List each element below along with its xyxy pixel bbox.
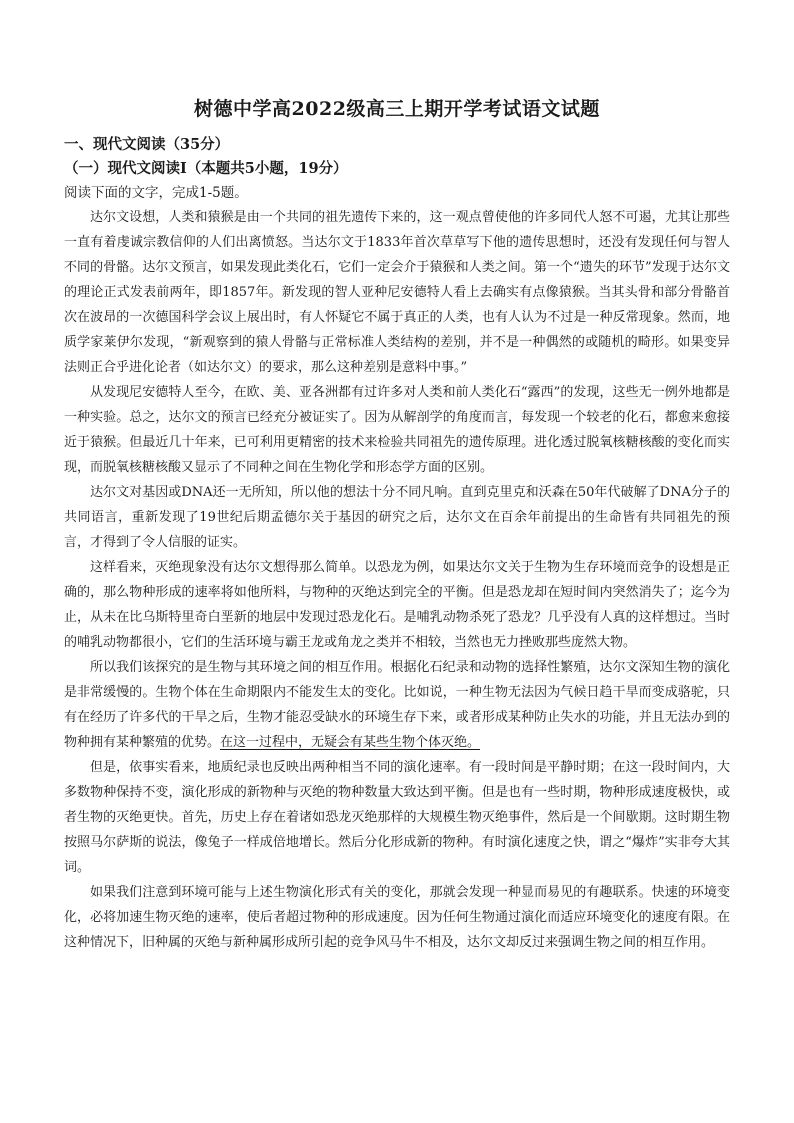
underlined-sentence: 在这一过程中，无疑会有某些生物个体灭绝。 <box>220 735 481 750</box>
paragraph-text: 如果我们注意到环境可能与上述生物演化形式有关的变化，那就会发现一种显而易见的有趣联系。快速的环境变化，必将加速生物灭绝的速率，使后者超过物种的形成速度。因为任何生物通过演化而适应环境变化的速度有限。在这种情况下，旧种属的灭绝与新种属形成所引起的竞争风马牛不相及，达尔文却反过来强调生物之间的相互作用。 <box>64 885 730 950</box>
passage-paragraph <box>64 205 730 380</box>
passage-paragraph <box>64 555 730 655</box>
paragraph-text: 达尔文设想，人类和猿猴是由一个共同的祖先遗传下来的，这一观点曾使他的许多同代人怒不可遏，尤其让那些一直有着虔诚宗教信仰的人们出离愤怒。当达尔文于1833年首次草草写下他的遗传思想时，还没有发现任何与智人不同的骨骼。达尔文预言，如果发现此类化石，它们一定会介于猿猴和人类之间。第一个“遗失的环节”发现于达尔文的理论正式发表前两年，即1857年。新发现的智人亚种尼安德特人看上去确实有点像猿猴。当其头骨和部分骨骼首次在波昂的一次德国科学会议上展出时，有人怀疑它不属于真正的人类，也有人认为不过是一种反常现象。然而，地质学家莱伊尔发现，“新观察到的猿人骨骼与正常标准人类结构的差别，并不是一种偶然的或随机的畸形。如果变异法则正合乎进化论者（如达尔文）的要求，那么这种差别是意料中事。” <box>64 210 730 375</box>
exam-title: 树德中学高2022级高三上期开学考试语文试题 <box>194 98 600 120</box>
passage-paragraph <box>64 380 730 480</box>
passage-paragraph <box>64 655 730 755</box>
paragraph-text: 达尔文对基因或DNA还一无所知，所以他的想法十分不同凡响。直到克里克和沃森在50年代破解了DNA分子的共同语言，重新发现了19世纪后期孟德尔关于基因的研究之后，达尔文在百余年前提出的生命皆有共同祖先的预言，才得到了令人信服的证实。 <box>64 485 730 550</box>
section-heading: 一、现代文阅读（35分） <box>64 136 230 153</box>
paragraph-text: 但是，依事实看来，地质纪录也反映出两种相当不同的演化速率。有一段时间是平静时期；在这一段时间内，大多数物种保持不变，演化形成的新物种与灭绝的物种数量大致达到平衡。但是也有一些时期，物种形成速度极快，或者生物的灭绝更快。首先，历史上存在着诸如恐龙灭绝那样的大规模生物灭绝事件，然后是一个间歇期。这时期生物按照马尔萨斯的说法，像兔子一样成倍地增长。然后分化形成新的物种。有时演化速度之快，谓之“爆炸”实非夸大其词。 <box>64 760 730 875</box>
paragraph-text: 所以我们该探究的是生物与其环境之间的相互作用。根据化石纪录和动物的选择性繁殖，达尔文深知生物的演化是非常缓慢的。生物个体在生命期限内不能发生太的变化。比如说，一种生物无法因为气候日趋干旱而变成骆驼，只有在经历了许多代的干旱之后，生物才能忍受缺水的环境生存下来，或者形成某种防止失水的功能，并且无法办到的物种拥有某种繁殖的优势。 <box>64 660 730 750</box>
passage-paragraph <box>64 880 730 955</box>
subsection-heading: （一）现代文阅读Ⅰ（本题共5小题，19分） <box>64 160 348 177</box>
passage-paragraph <box>64 480 730 555</box>
reading-instruction: 阅读下面的文字，完成1-5题。 <box>64 185 248 201</box>
paragraph-text: 这样看来，灭绝现象没有达尔文想得那么简单。以恐龙为例，如果达尔文关于生物为生存环境而竞争的设想是正确的，那么物种形成的速率将如他所料，与物种的灭绝达到完全的平衡。但是恐龙却在短时间内突然消失了；迄今为止，从未在比乌斯特里奇白垩新的地层中发现过恐龙化石。是哺乳动物杀死了恐龙？几乎没有人真的这样想过。当时的哺乳动物都很小，它们的生活环境与霸王龙或角龙之类并不相较，当然也无力挫败那些庞然大物。 <box>64 560 730 650</box>
reading-passage <box>64 205 730 955</box>
passage-paragraph <box>64 755 730 880</box>
paragraph-text: 从发现尼安德特人至今，在欧、美、亚各洲都有过许多对人类和前人类化石“露西”的发现，这些无一例外地都是一种实验。总之，达尔文的预言已经充分被证实了。因为从解剖学的角度而言，每发现一个较老的化石，都愈来愈接近于猿猴。但最近几十年来，已可利用更精密的技术来检验共同祖先的遗传原理。进化透过脱氧核糖核酸的变化而实现，而脱氧核糖核酸又显示了不同种之间在生物化学和形态学方面的区别。 <box>64 385 730 475</box>
